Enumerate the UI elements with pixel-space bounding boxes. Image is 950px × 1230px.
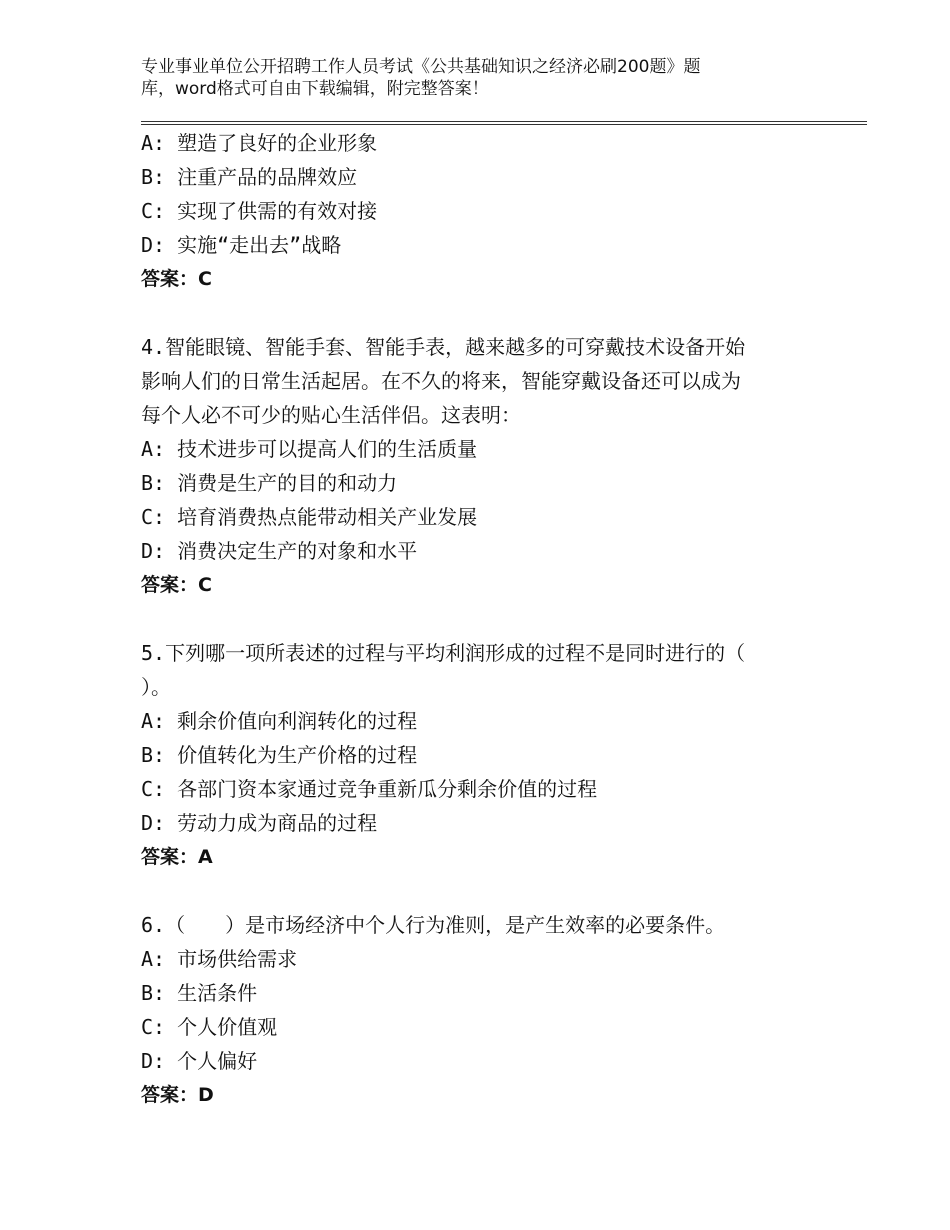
header-divider xyxy=(141,121,867,125)
answer-label: 答案：C xyxy=(141,268,212,290)
option-b: B: 生活条件 xyxy=(141,981,258,1005)
option-c: C: 各部门资本家通过竞争重新瓜分剩余价值的过程 xyxy=(141,777,598,801)
question-4 xyxy=(141,330,811,602)
option-b: B: 消费是生产的目的和动力 xyxy=(141,471,398,495)
answer-label: 答案：C xyxy=(141,574,212,596)
option-b: B: 价值转化为生产价格的过程 xyxy=(141,743,418,767)
question-spacer xyxy=(141,874,811,908)
question-stem-line: 每个人必不可少的贴心生活伴侣。这表明： xyxy=(141,403,521,427)
option-b: B: 注重产品的品牌效应 xyxy=(141,165,358,189)
option-a: A: 剩余价值向利润转化的过程 xyxy=(141,709,418,733)
question-stem-line: 影响人们的日常生活起居。在不久的将来，智能穿戴设备还可以成为 xyxy=(141,369,741,393)
answer-label: 答案：A xyxy=(141,846,213,868)
question-spacer xyxy=(141,296,811,330)
question-stem-line: ）。 xyxy=(141,675,171,699)
question-list xyxy=(141,126,811,1112)
question-stem-line: 4.智能眼镜、智能手套、智能手表，越来越多的可穿戴技术设备开始 xyxy=(141,335,746,359)
option-d: D: 个人偏好 xyxy=(141,1049,258,1073)
option-a: A: 技术进步可以提高人们的生活质量 xyxy=(141,437,478,461)
option-c: C: 培育消费热点能带动相关产业发展 xyxy=(141,505,478,529)
header-title-line-1: 专业事业单位公开招聘工作人员考试《公共基础知识之经济必刷200题》题 xyxy=(141,57,701,77)
question-stem-line: 5.下列哪一项所表述的过程与平均利润形成的过程不是同时进行的（ xyxy=(141,641,746,665)
question-spacer xyxy=(141,602,811,636)
option-d: D: 消费决定生产的对象和水平 xyxy=(141,539,418,563)
header-title-line-2: 库，word格式可自由下载编辑，附完整答案！ xyxy=(141,79,489,99)
option-c: C: 个人价值观 xyxy=(141,1015,278,1039)
question-5 xyxy=(141,636,811,874)
document-header xyxy=(141,56,781,100)
option-a: A: 市场供给需求 xyxy=(141,947,298,971)
question-3 xyxy=(141,126,811,296)
option-d: D: 劳动力成为商品的过程 xyxy=(141,811,378,835)
answer-label: 答案：D xyxy=(141,1084,214,1106)
question-stem-line: 6.（ ）是市场经济中个人行为准则，是产生效率的必要条件。 xyxy=(141,913,726,937)
option-a: A: 塑造了良好的企业形象 xyxy=(141,131,378,155)
question-6 xyxy=(141,908,811,1112)
option-d: D: 实施“走出去”战略 xyxy=(141,233,342,257)
option-c: C: 实现了供需的有效对接 xyxy=(141,199,378,223)
